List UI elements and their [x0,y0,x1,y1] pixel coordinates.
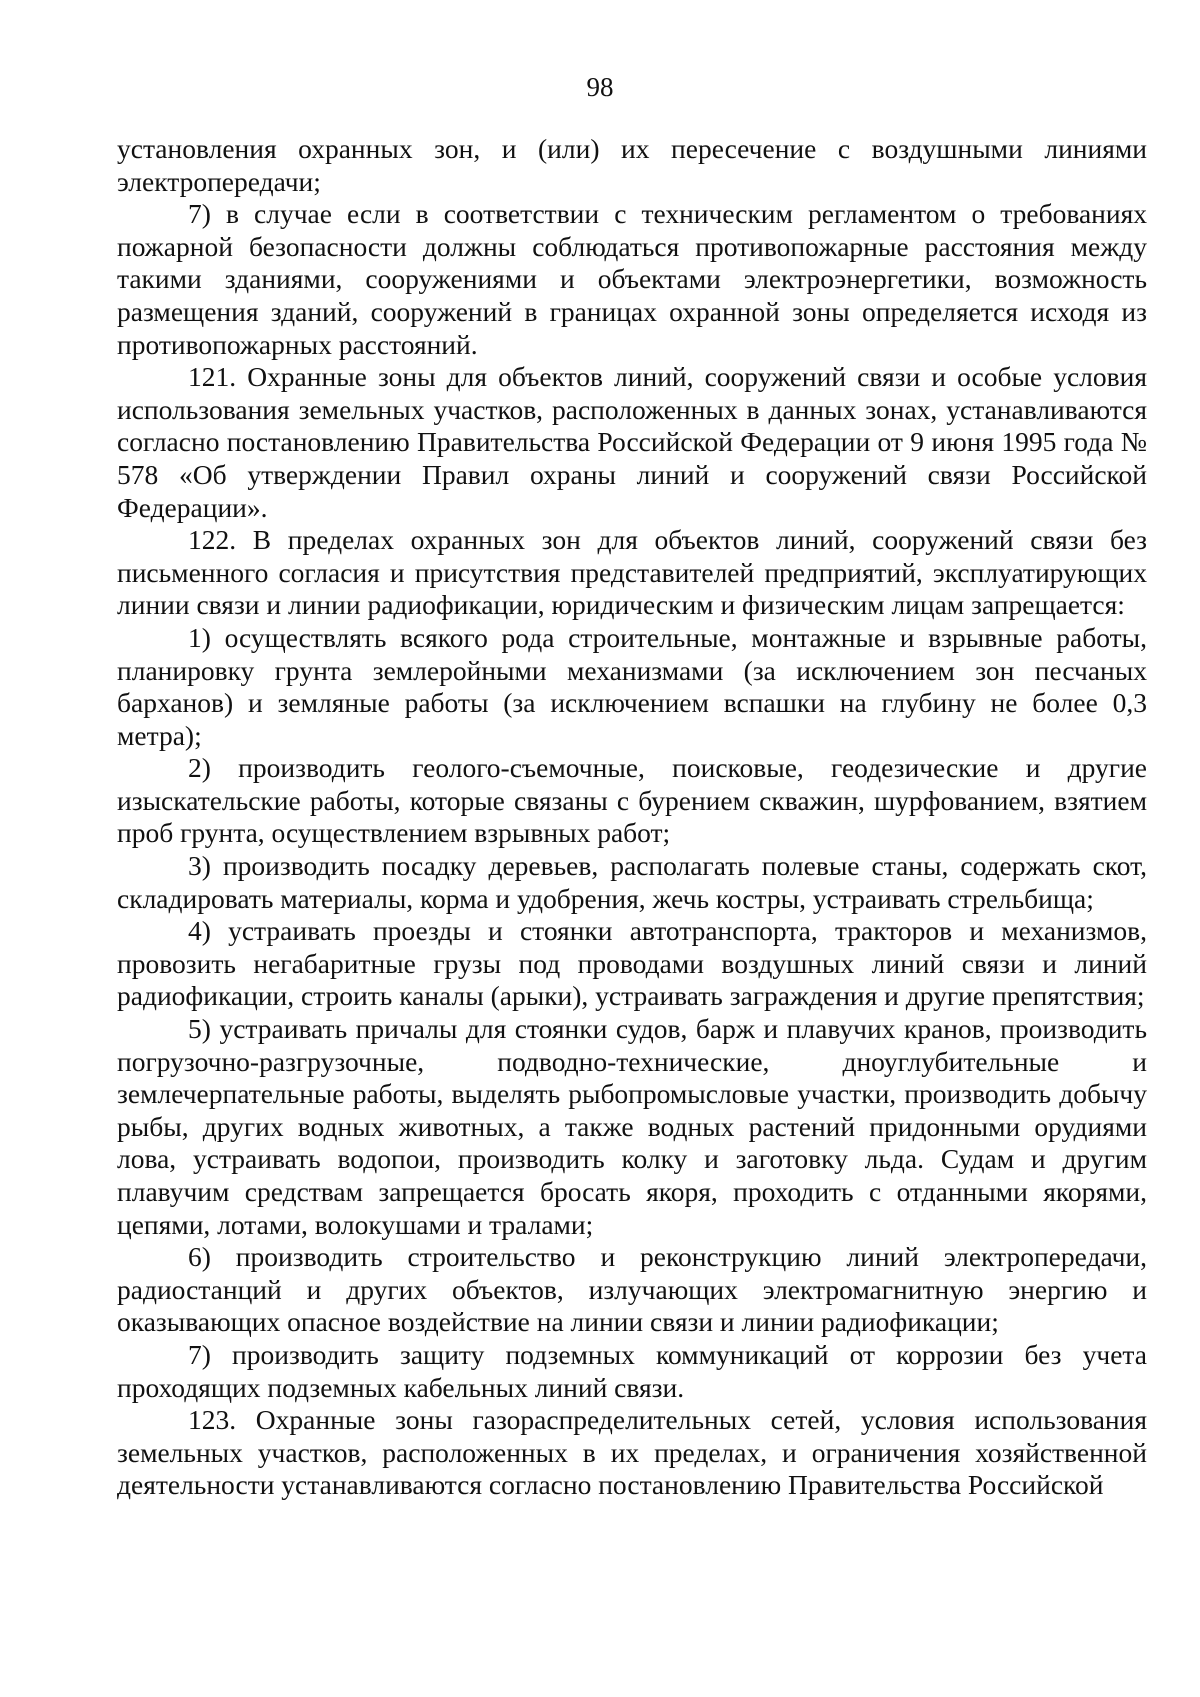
document-body [117,133,1147,1502]
paragraph: 1) осуществлять всякого рода строительные, монтажные и взрывные работы, планировку грунта землеройными механизмами (за исключением зон песчаных барханов) и земляные работы (за исключением вспашки на глубину не более 0,3 метра); [117,621,1147,751]
paragraph: 123. Охранные зоны газораспределительных сетей, условия использования земельных участков, расположенных в их пределах, и ограничения хозяйственной деятельности устанавливаются согласно постановлению Правительства Российской [117,1404,1147,1501]
paragraph: 7) в случае если в соответствии с техническим регламентом о требованиях пожарной безопасности должны соблюдаться противопожарные расстояния между такими зданиями, сооружениями и объектами электроэнергетики, возможность размещения зданий, сооружений в границах охранной зоны определяется исходя из противопожарных расстояний. [117,198,1147,360]
page-number: 98 [586,72,614,102]
paragraph: 5) устраивать причалы для стоянки судов, барж и плавучих кранов, производить погрузочно-разгрузочные, подводно-технические, дноуглубительные и землечерпательные работы, выделять рыбопромысловые участки, производить добычу рыбы, других водных животных, а также водных растений придонными орудиями лова, устраивать водопои, производить колку и заготовку льда. Судам и другим плавучим средствам запрещается бросать якоря, проходить с отданными якорями, цепями, лотами, волокушами и тралами; [117,1013,1147,1240]
paragraph: 3) производить посадку деревьев, располагать полевые станы, содержать скот, складировать материалы, корма и удобрения, жечь костры, устраивать стрельбища; [117,850,1147,914]
paragraph: 122. В пределах охранных зон для объектов линий, сооружений связи без письменного согласия и присутствия представителей предприятий, эксплуатирующих линии связи и линии радиофикации, юридическим и физическим лицам запрещается: [117,524,1147,621]
paragraph: 2) производить геолого-съемочные, поисковые, геодезические и другие изыскательские работы, которые связаны с бурением скважин, шурфованием, взятием проб грунта, осуществлением взрывных работ; [117,752,1147,849]
paragraph: 4) устраивать проезды и стоянки автотранспорта, тракторов и механизмов, провозить негабаритные грузы под проводами воздушных линий связи и линий радиофикации, строить каналы (арыки), устраивать заграждения и другие препятствия; [117,915,1147,1012]
paragraph: 7) производить защиту подземных коммуникаций от коррозии без учета проходящих подземных кабельных линий связи. [117,1338,1147,1403]
paragraph: установления охранных зон, и (или) их пересечение с воздушными линиями электропередачи; [117,133,1147,197]
paragraph: 121. Охранные зоны для объектов линий, сооружений связи и особые условия использования земельных участков, расположенных в данных зонах, устанавливаются согласно постановлению Правительства Российской Федерации от 9 июня 1995 года № 578 «Об утверждении Правил охраны линий и сооружений связи Российской Федерации». [117,361,1147,523]
paragraph: 6) производить строительство и реконструкцию линий электропередачи, радиостанций и других объектов, излучающих электромагнитную энергию и оказывающих опасное воздействие на линии связи и линии радиофикации; [117,1241,1147,1338]
